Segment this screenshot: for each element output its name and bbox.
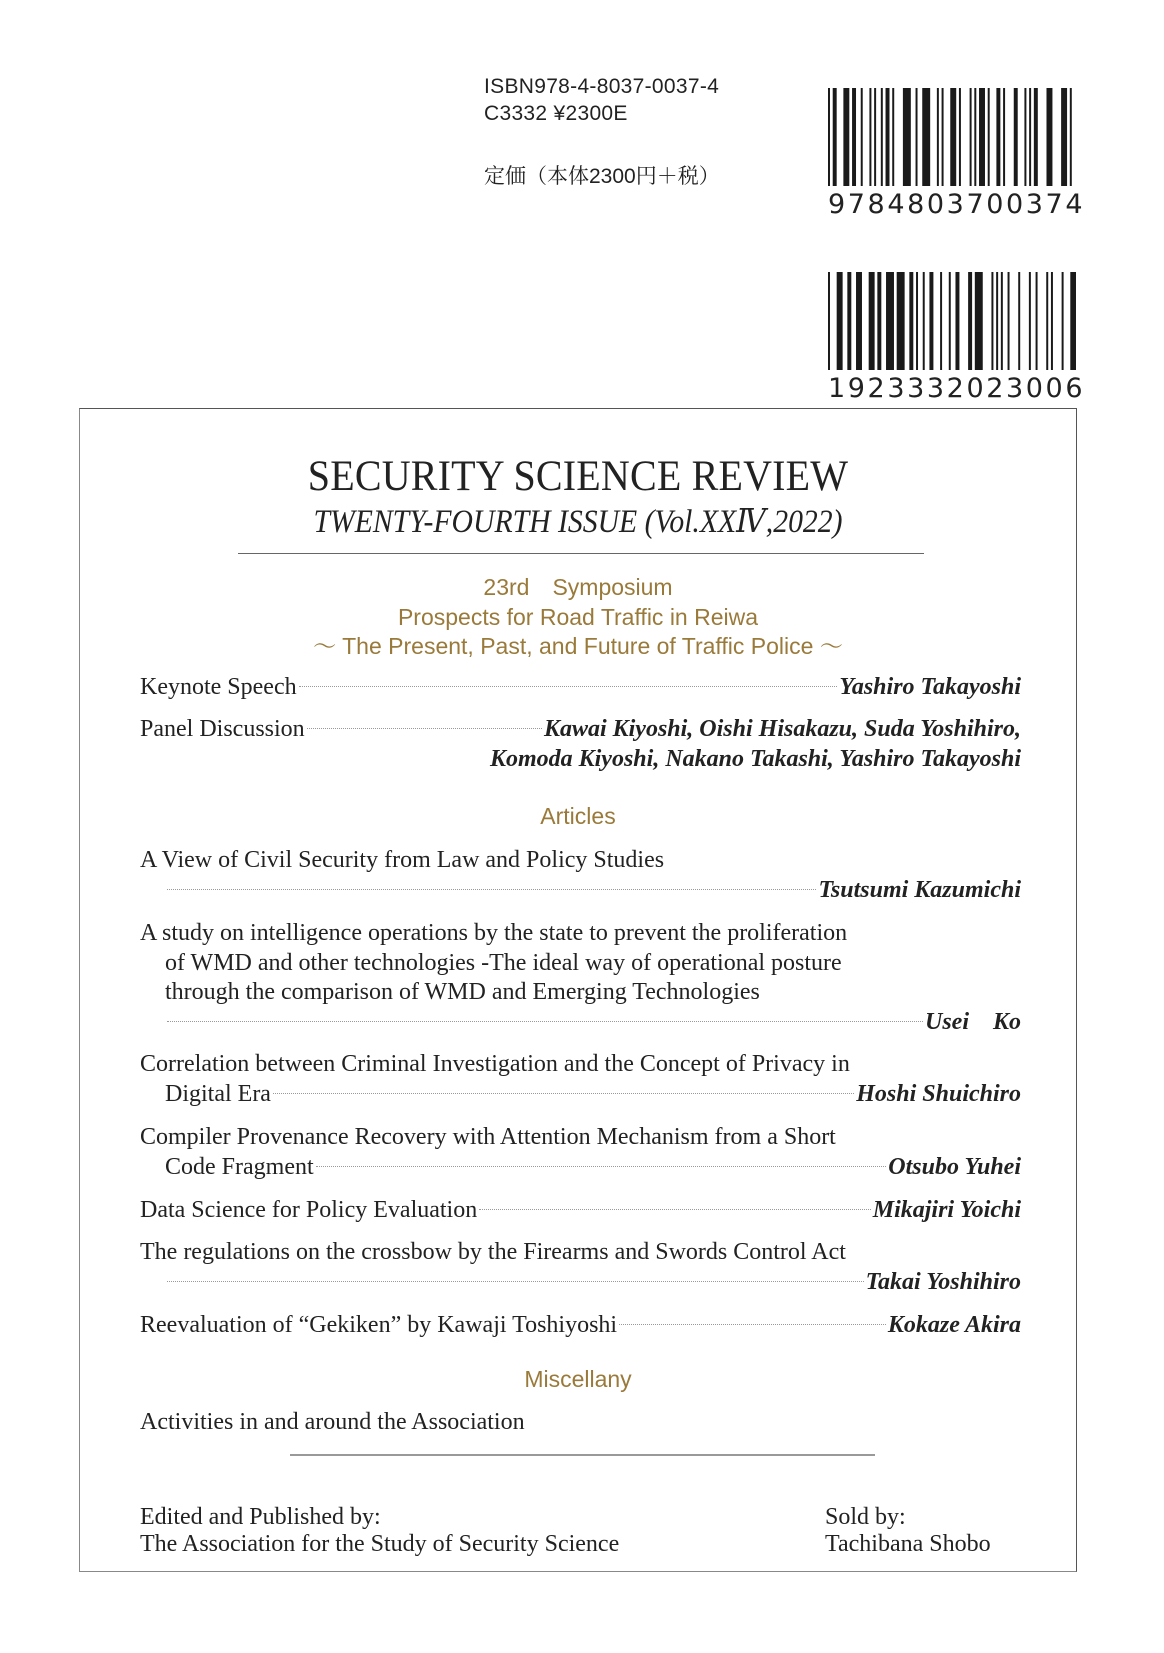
- barcode-bar: [1046, 88, 1052, 186]
- entry-author: Otsubo Yuhei: [888, 1153, 1021, 1180]
- barcode-bar: [892, 88, 894, 186]
- journal-title: SECURITY SCIENCE REVIEW: [307, 453, 849, 500]
- barcode-bar: [1070, 272, 1076, 370]
- barcode-bar: [852, 88, 856, 186]
- barcode-bar: [916, 272, 918, 370]
- symposium-heading: 23rd Symposium: [483, 574, 673, 600]
- barcode-bar: [874, 88, 876, 186]
- bottom-divider: [290, 1454, 875, 1456]
- barcode-bar: [843, 88, 849, 186]
- entry-title: through the comparison of WMD and Emerging Technologies: [165, 979, 760, 1005]
- symposium-subtheme: ～ The Present, Past, and Future of Traffic Police ～: [313, 633, 843, 659]
- publisher-block: [140, 1504, 619, 1558]
- dot-leader: [619, 1324, 886, 1325]
- barcode-bar: [828, 272, 830, 370]
- barcode-bar: [1029, 88, 1031, 186]
- entry-title: A study on intelligence operations by the state to prevent the proliferation: [140, 920, 848, 946]
- toc-entry-article: [140, 846, 1021, 905]
- dot-leader: [167, 889, 816, 890]
- entry-author-cont: Komoda Kiyoshi, Nakano Takashi, Yashiro Takayoshi: [489, 745, 1021, 772]
- barcode-bar: [881, 88, 883, 186]
- barcode-bar: [837, 272, 843, 370]
- barcode-bar: [929, 272, 933, 370]
- toc-entry-keynote: [140, 673, 1021, 703]
- seller-name: Tachibana Shobo: [825, 1531, 991, 1557]
- toc-entry-article: [140, 1050, 1021, 1109]
- barcode-bar: [869, 88, 871, 186]
- entry-title: Correlation between Criminal Investigation and the Concept of Privacy in: [140, 1051, 850, 1077]
- entry-title: Code Fragment: [165, 1153, 314, 1180]
- isbn-block: [484, 73, 719, 127]
- price-barcode: [828, 272, 1086, 404]
- barcode-bar: [869, 272, 875, 370]
- entry-author: Kokaze Akira: [887, 1312, 1021, 1338]
- entry-author: Tsutsumi Kazumichi: [818, 876, 1021, 903]
- barcode-bar: [996, 272, 998, 370]
- barcode-bar: [922, 88, 930, 186]
- barcode-digits: 9784803700374: [828, 189, 1086, 220]
- entry-title: A View of Civil Security from Law and Policy Studies: [140, 847, 665, 873]
- barcode-bar: [975, 272, 983, 370]
- dot-leader: [307, 728, 542, 729]
- symposium-theme: Prospects for Road Traffic in Reiwa: [397, 603, 759, 630]
- entry-author: Takai Yoshihiro: [865, 1268, 1021, 1295]
- entry-title: The regulations on the crossbow by the Firearms and Swords Control Act: [140, 1239, 846, 1265]
- barcode-bar: [996, 88, 1000, 186]
- barcode-bar: [942, 88, 944, 186]
- entry-title: Digital Era: [165, 1080, 271, 1107]
- toc-entry-miscellany: [140, 1408, 1021, 1438]
- barcode-bar: [959, 88, 961, 186]
- barcode-bar: [1046, 272, 1048, 370]
- price-label: 定価（本体2300円＋税）: [484, 165, 720, 188]
- barcode-bar: [909, 272, 913, 370]
- entry-author: Kawai Kiyoshi, Oishi Hisakazu, Suda Yoshihiro,: [543, 716, 1021, 742]
- entry-title: Reevaluation of “Gekiken” by Kawaji Toshiyoshi: [140, 1312, 618, 1338]
- barcode-bar: [897, 272, 905, 370]
- title-divider: [238, 553, 924, 554]
- barcode-digits: 1923332023006: [828, 373, 1086, 404]
- barcode-bars: [828, 88, 1076, 186]
- barcode-bar: [950, 88, 956, 186]
- toc-entry-panel: [140, 715, 1021, 774]
- barcode-bar: [937, 88, 939, 186]
- seller-label: Sold by:: [825, 1504, 906, 1530]
- barcode-bar: [828, 88, 830, 186]
- barcode-bar: [940, 272, 942, 370]
- classification-code: C3332 ¥2300E: [484, 102, 628, 125]
- dot-leader: [479, 1209, 871, 1210]
- toc-entry-article: [140, 1196, 1021, 1226]
- barcode-bar: [916, 88, 918, 186]
- barcode-bar: [886, 88, 890, 186]
- dot-leader: [167, 1021, 923, 1022]
- entry-title: Panel Discussion: [140, 716, 305, 742]
- barcode-bar: [833, 88, 837, 186]
- seller-block: [825, 1504, 991, 1558]
- toc-entry-article: [140, 1311, 1021, 1341]
- barcode-bar: [1029, 272, 1031, 370]
- toc-entry-article: [140, 919, 1021, 1037]
- barcode-bar: [1003, 88, 1005, 186]
- barcode-bar: [1014, 88, 1018, 186]
- entry-title: Compiler Provenance Recovery with Attention Mechanism from a Short: [140, 1124, 836, 1150]
- toc-entry-article: [140, 1238, 1021, 1297]
- dot-leader: [299, 686, 838, 687]
- entry-author: Usei Ko: [925, 1008, 1021, 1035]
- barcode-bar: [974, 88, 976, 186]
- dot-leader: [316, 1166, 887, 1167]
- barcode-bar: [1061, 88, 1067, 186]
- barcode-bar: [877, 272, 881, 370]
- barcode-bar: [979, 88, 985, 186]
- barcode-bar: [970, 88, 972, 186]
- barcode-bar: [988, 88, 990, 186]
- entry-title: of WMD and other technologies -The ideal way of operational posture: [165, 949, 842, 976]
- barcode-bar: [1062, 272, 1064, 370]
- contents-box: [79, 408, 1077, 1572]
- entry-author: Hoshi Shuichiro: [856, 1080, 1021, 1107]
- barcode-bars: [828, 272, 1076, 370]
- dot-leader: [167, 1281, 864, 1282]
- barcode-bar: [1036, 272, 1038, 370]
- barcode-bar: [968, 272, 972, 370]
- barcode-bar: [861, 88, 863, 186]
- miscellany-heading: Miscellany: [524, 1366, 632, 1392]
- barcode-bar: [955, 272, 959, 370]
- barcode-bar: [1034, 88, 1038, 186]
- barcode-bar: [1001, 272, 1003, 370]
- barcode-bar: [886, 272, 894, 370]
- entry-author: Yashiro Takayoshi: [839, 674, 1021, 700]
- articles-heading: Articles: [540, 803, 616, 829]
- barcode-bar: [847, 272, 851, 370]
- barcode-bar: [1024, 88, 1026, 186]
- isbn-barcode: [828, 88, 1086, 220]
- entry-title: Keynote Speech: [140, 674, 297, 700]
- barcode-bar: [923, 272, 925, 370]
- barcode-bar: [903, 88, 911, 186]
- publisher-name: The Association for the Study of Security Science: [140, 1531, 620, 1557]
- entry-author: Mikajiri Yoichi: [872, 1197, 1021, 1223]
- issue-subtitle: TWENTY-FOURTH ISSUE (Vol.XXⅣ,2022): [313, 504, 843, 540]
- barcode-bar: [1018, 272, 1020, 370]
- barcode-bar: [1051, 272, 1053, 370]
- barcode-bar: [856, 272, 862, 370]
- symposium-header: [80, 573, 1076, 662]
- barcode-bar: [1008, 272, 1010, 370]
- barcode-bar: [991, 272, 993, 370]
- toc-entry-article: [140, 1123, 1021, 1182]
- entry-title: Data Science for Policy Evaluation: [140, 1197, 478, 1223]
- publisher-label: Edited and Published by:: [140, 1504, 381, 1530]
- barcode-bar: [1070, 88, 1072, 186]
- entry-title: Activities in and around the Association: [140, 1409, 525, 1435]
- dot-leader: [273, 1093, 854, 1094]
- isbn-number: ISBN978-4-8037-0037-4: [484, 75, 720, 98]
- barcode-bar: [949, 272, 951, 370]
